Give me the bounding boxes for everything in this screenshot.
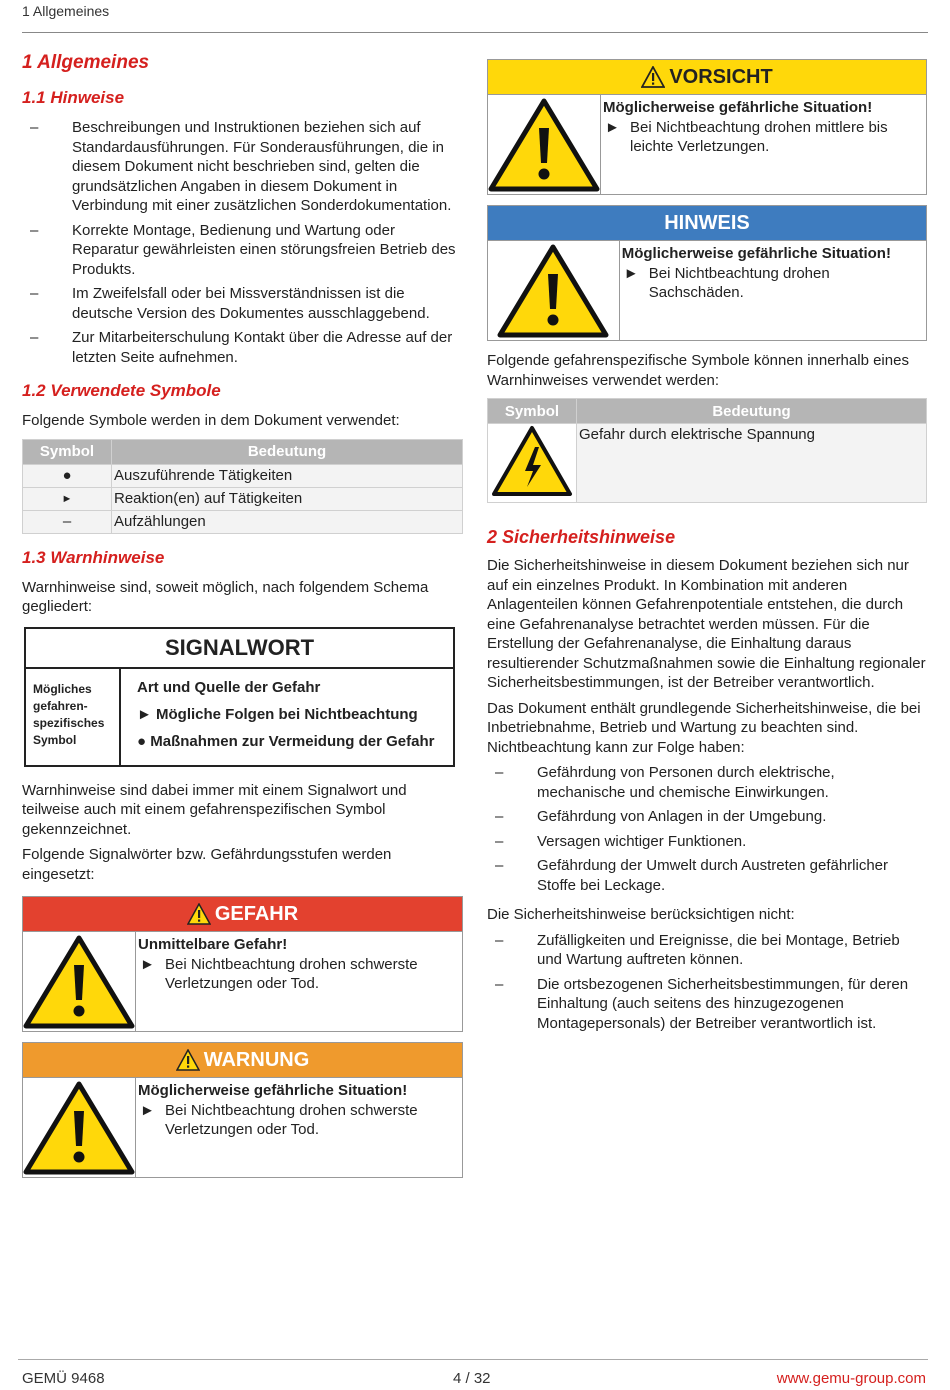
- warning-schema: [24, 627, 455, 767]
- warnings-text-1: Warnhinweise sind dabei immer mit einem Signalwort und teilweise auch mit einem gefahrenspezifischen Symbol gekennzeichnet.: [22, 781, 407, 838]
- safety-paragraph-2: Das Dokument enthält grundlegende Sicherheitshinweise, die bei Inbetriebnahme, Betrieb und Wartung zu beachten sind. Nichtbeachtung kann zur Folge haben:: [487, 699, 921, 756]
- warning-triangle-icon: [488, 98, 600, 192]
- warning-triangle-icon: [176, 1049, 200, 1071]
- warning-consequence: Bei Nichtbeachtung drohen mittlere bis leichte Verletzungen.: [630, 118, 888, 155]
- list-item: – Die ortsbezogenen Sicherheitsbestimmungen, für deren Einhaltung (auch seitens des hinzugezogenen Montagepersonals) der Betreiber verantwortlich ist.: [495, 975, 909, 1032]
- not-considered-list: [487, 931, 927, 1034]
- section-2-title: 2 Sicherheitshinweise: [487, 527, 676, 547]
- warnings-intro: Warnhinweise sind, soweit möglich, nach folgendem Schema gegliedert:: [22, 578, 429, 615]
- warning-box-warnung: [22, 1042, 463, 1178]
- warning-title: Möglicherweise gefährliche Situation!: [621, 245, 891, 262]
- section-1-2-title: 1.2 Verwendete Symbole: [22, 381, 221, 400]
- warning-title: Unmittelbare Gefahr!: [138, 936, 288, 953]
- warning-triangle-icon: [23, 935, 135, 1029]
- warning-consequence: Bei Nichtbeachtung drohen schwerste Verletzungen oder Tod.: [165, 1101, 418, 1138]
- warning-box-vorsicht: [487, 59, 927, 195]
- arrow-right-icon: ►: [623, 264, 639, 282]
- symbols-table: [22, 439, 463, 534]
- section-1-1-title: 1.1 Hinweise: [22, 88, 125, 107]
- safety-paragraph-3: Die Sicherheitshinweise berücksichtigen nicht:: [487, 906, 795, 923]
- table-row: ► Reaktion(en) auf Tätigkeiten: [23, 487, 463, 510]
- hinweise-list: [22, 118, 463, 367]
- warning-title: Möglicherweise gefährliche Situation!: [603, 99, 873, 116]
- hazard-symbols-intro: Folgende gefahrenspezifische Symbole können innerhalb eines Warnhinweises verwendet werden:: [487, 352, 909, 389]
- col-header-meaning: Bedeutung: [577, 399, 927, 424]
- symbols-intro: Folgende Symbole werden in dem Dokument verwendet:: [22, 412, 400, 429]
- arrow-right-icon: ►: [140, 1101, 155, 1119]
- warning-title: Möglicherweise gefährliche Situation!: [138, 1082, 408, 1099]
- warning-triangle-icon: [23, 1081, 135, 1175]
- list-item: – Versagen wichtiger Funktionen.: [495, 832, 747, 850]
- table-row: [488, 424, 927, 503]
- signalword-bar: GEFAHR: [23, 897, 462, 932]
- footer-product: GEMÜ 9468: [22, 1370, 105, 1387]
- signalword-bar: VORSICHT: [488, 60, 926, 95]
- col-header-symbol: Symbol: [488, 399, 577, 424]
- page-number: 4 / 32: [453, 1370, 491, 1387]
- footer-url[interactable]: www.gemu-group.com: [776, 1370, 926, 1387]
- footer-divider: [18, 1359, 928, 1360]
- warning-triangle-icon: [641, 66, 665, 88]
- warnings-text-2: Folgende Signalwörter bzw. Gefährdungsstufen werden eingesetzt:: [22, 846, 392, 883]
- table-row: – Aufzählungen: [23, 510, 463, 533]
- consequences-list: [487, 763, 927, 895]
- hazard-meaning: Gefahr durch elektrische Spannung: [577, 424, 927, 503]
- schema-measures: ● Maßnahmen zur Vermeidung der Gefahr: [137, 732, 435, 750]
- arrow-right-icon: ►: [23, 487, 112, 510]
- list-item: – Gefährdung der Umwelt durch Austreten gefährlicher Stoffe bei Leckage.: [495, 857, 889, 894]
- safety-paragraph-1: Die Sicherheitshinweise in diesem Dokument beziehen sich nur auf ein einzelnes Produkt. In Kombination mit anderen Anlagenteilen können Gefahrenpotentiale entstehen, die durch eine Gefahrenanalyse betrachtet werden müssen. Für die Erstellung der Gefahrenanalyse, die Einhaltung daraus resultierender Schutzmaßnahmen sowie die Einhaltung regionaler Sicherheitsbestimmungen, ist der Betreiber verantwortlich.: [487, 557, 926, 691]
- electric-hazard-icon: [491, 425, 573, 497]
- arrow-right-icon: ►: [605, 118, 620, 136]
- signalword-bar: WARNUNG: [23, 1043, 462, 1078]
- running-header: 1 Allgemeines: [22, 3, 110, 19]
- list-item: – Zufälligkeiten und Ereignisse, die bei Montage, Betrieb und Wartung auftreten können.: [495, 931, 900, 968]
- left-column: [22, 52, 463, 1188]
- schema-symbol-label: Mögliches gefahren-spezifisches Symbol: [26, 669, 121, 765]
- list-item: – Beschreibungen und Instruktionen beziehen sich auf Standardausführungen. Für Sonderausführungen, die in diesem Dokument nicht beschrieben sind, gelten die grundsätzlichen Angaben in diesem Dokument in Verbindung mit einer zusätzlichen Sonderdokumentation.: [30, 119, 452, 214]
- list-item: – Gefährdung von Anlagen in der Umgebung.: [495, 808, 827, 825]
- col-header-symbol: Symbol: [23, 439, 112, 464]
- warning-triangle-icon: [497, 244, 609, 338]
- header-divider: [22, 32, 928, 33]
- warning-consequence: Bei Nichtbeachtung drohen schwerste Verletzungen oder Tod.: [165, 955, 418, 992]
- section-1-3-title: 1.3 Warnhinweise: [22, 547, 165, 567]
- signalword-bar: HINWEIS: [488, 206, 926, 241]
- list-item: – Gefährdung von Personen durch elektrische, mechanische und chemische Einwirkungen.: [495, 764, 835, 801]
- list-item: – Im Zweifelsfall oder bei Missverständnissen ist die deutsche Version des Dokumentes ausschlaggebend.: [30, 285, 430, 322]
- list-item: – Zur Mitarbeiterschulung Kontakt über die Adresse auf der letzten Seite aufnehmen.: [30, 329, 453, 366]
- schema-source: Art und Quelle der Gefahr: [137, 678, 321, 696]
- section-1-title: 1 Allgemeines: [22, 52, 150, 73]
- right-column: [487, 59, 927, 1043]
- hazard-symbols-table: [487, 398, 927, 503]
- arrow-right-icon: ►: [140, 955, 155, 973]
- col-header-meaning: Bedeutung: [112, 439, 463, 464]
- warning-triangle-icon: [187, 903, 211, 925]
- bullet-dot-icon: ●: [23, 464, 112, 487]
- dash-icon: –: [23, 510, 112, 533]
- warning-box-gefahr: [22, 896, 463, 1032]
- list-item: – Korrekte Montage, Bedienung und Wartung oder Reparatur gewährleisten einen störungsfreien Betrieb des Produkts.: [30, 221, 456, 278]
- table-row: ● Auszuführende Tätigkeiten: [23, 464, 463, 487]
- warning-box-hinweis: [487, 205, 927, 341]
- schema-signalword: SIGNALWORT: [26, 629, 453, 669]
- warning-consequence: Bei Nichtbeachtung drohen Sachschäden.: [648, 264, 830, 301]
- schema-consequences: ► Mögliche Folgen bei Nichtbeachtung: [137, 705, 418, 723]
